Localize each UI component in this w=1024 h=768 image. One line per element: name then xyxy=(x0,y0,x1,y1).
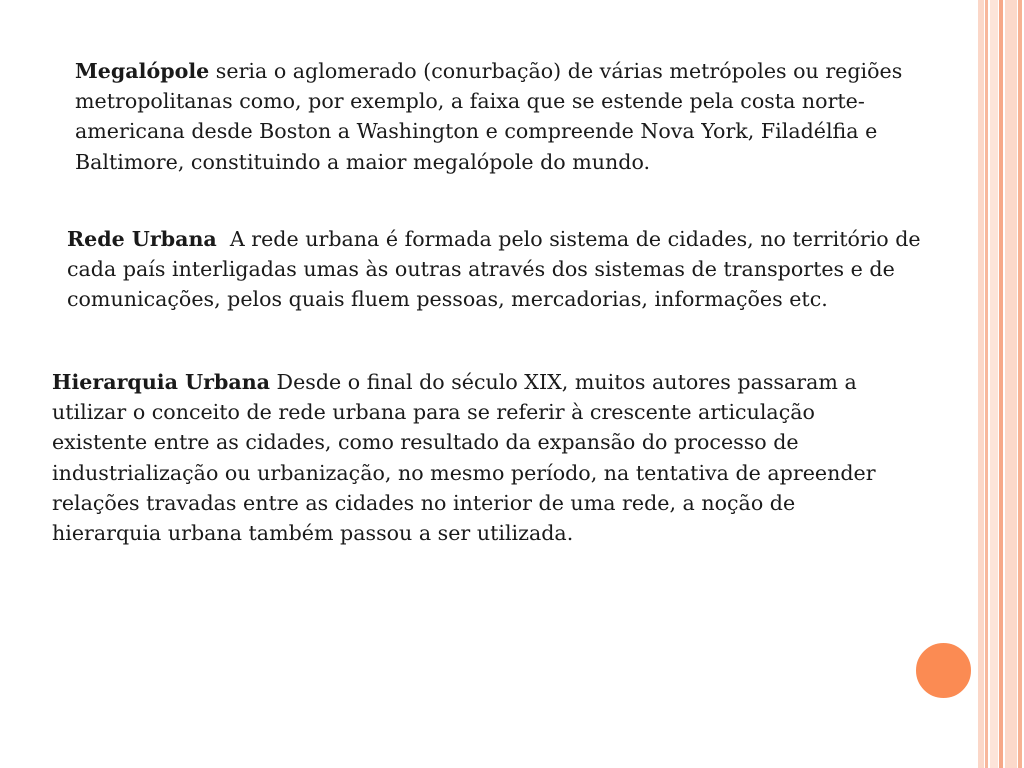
decorative-stripe xyxy=(1005,0,1017,768)
term-hierarquia-urbana: Hierarquia Urbana xyxy=(52,370,271,394)
term-rede-urbana: Rede Urbana xyxy=(67,227,217,251)
paragraph-megalopole xyxy=(75,56,925,177)
decorative-circle-icon xyxy=(913,640,974,701)
paragraph-hierarquia-urbana xyxy=(52,367,897,548)
decorative-stripe xyxy=(999,0,1003,768)
paragraph-rede-urbana xyxy=(67,224,927,315)
decorative-stripe xyxy=(1018,0,1022,768)
decorative-stripe xyxy=(985,0,988,768)
definition-hierarquia-urbana: Desde o final do século XIX, muitos autores passaram a utilizar o conceito de rede urbana para se referir à crescente articulação existente entre as cidades, como resultado da expansão do processo de industrialização ou urbanização, no mesmo período, na tentativa de apreender relações travadas entre as cidades no interior de uma rede, a noção de hierarquia urbana também passou a ser utilizada. xyxy=(52,370,876,546)
definition-megalopole: seria o aglomerado (conurbação) de várias metrópoles ou regiões metropolitanas como, por exemplo, a faixa que se estende pela costa norte-americana desde Boston a Washington e compreende Nova York, Filadélfia e Baltimore, constituindo a maior megalópole do mundo. xyxy=(75,59,903,174)
term-megalopole: Megalópole xyxy=(75,59,210,83)
decorative-stripe xyxy=(990,0,998,768)
decorative-stripe xyxy=(978,0,984,768)
definition-rede-urbana: A rede urbana é formada pelo sistema de cidades, no território de cada país interligadas umas às outras através dos sistemas de transportes e de comunicações, pelos quais fluem pessoas, mercadorias, informações etc. xyxy=(67,227,928,312)
